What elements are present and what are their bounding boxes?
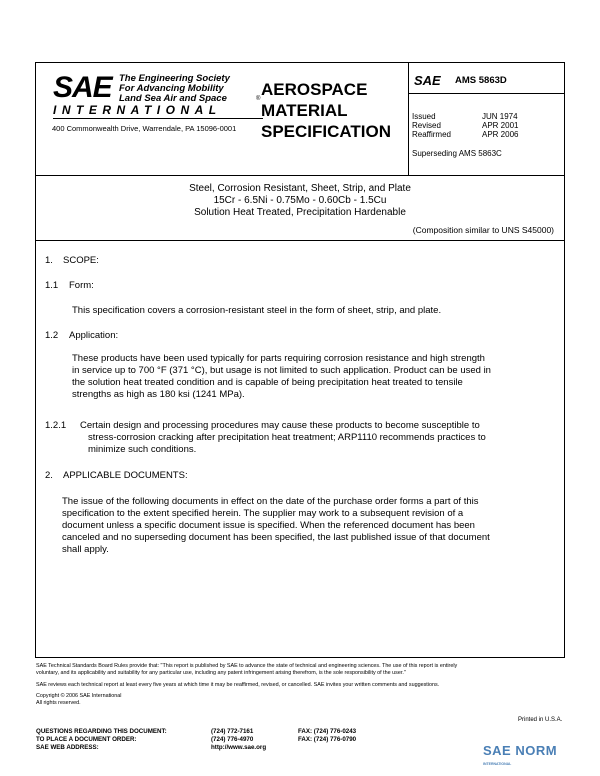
sae-logo-small: SAE [414,73,441,88]
international-label: INTERNATIONAL [53,103,222,117]
section-1-2-heading: 1.2 Application: [45,330,119,341]
sae-logo: SAE [53,71,112,104]
address: 400 Commonwealth Drive, Warrendale, PA 15096-0001 [52,124,237,133]
section-1-2-text: These products have been used typically for parts requiring corrosion resistance and high strength in service up to 700 °F (371 °C), but usage is not limited to such application. Product can be used in the solution heat treated condition and is capable of being precipitation heat treated to tensile strengths as high as 180 ksi (1241 MPa). [72,353,491,400]
sae-norm-logo: SAE NORM INTERNATIONAL [483,743,558,766]
superseding-note: Superseding AMS 5863C [412,149,502,158]
registered-mark: ® [256,96,261,102]
section-1-2-1-number: 1.2.1 [45,420,67,431]
header-rule [36,175,564,176]
section-2-heading: 2. APPLICABLE DOCUMENTS: [45,470,188,481]
doc-id-divider [409,93,564,94]
header-divider [408,63,409,175]
web-address-link[interactable]: http://www.sae.org [211,744,267,751]
logo-rule [53,118,263,119]
document-id: AMS 5863D [455,75,507,86]
date-block: Issued JUN 1974 Revised APR 2001 Reaffirmed APR 2006 [412,112,519,139]
footer-notices: SAE Technical Standards Board Rules provide that: "This report is published by SAE to advance the state of technical and engineering sciences. The use of this report is entirely voluntary, and its applicability and suitability for any particular use, including any patent infringement arising therefrom, is the sole responsibility of the user." SAE reviews each technical report at least every five years at which time it may be reaffirmed, revised, or cancelled. SAE invites your written comments and suggestions. Copyright © 2006 SAE International All rights reserved. [36,663,458,706]
composition-note: (Composition similar to UNS S45000) [412,225,554,235]
document-type-title: AEROSPACE MATERIAL SPECIFICATION [261,80,392,141]
spec-title: Steel, Corrosion Resistant, Sheet, Strip, and Plate 15Cr - 6.5Ni - 0.75Mo - 0.60Cb - 1.5Cu Solution Heat Treated, Precipitation Hardenable [189,183,411,218]
section-1-2-1-text: Certain design and processing procedures may cause these products to become susceptible to stress-corrosion cracking after precipitation heat treatment; ARP1110 recommends practices to minimize such conditions. [80,420,486,455]
title-rule [36,240,564,241]
section-1-heading: 1. SCOPE: [45,255,99,266]
section-2-text: The issue of the following documents in effect on the date of the purchase order forms a part of this specification to the extent specified herein. The supplier may work to a subsequent revision of a document unless a specific document issue is specified. When the referenced document has been canceled and no superseding document has been specified, the last published issue of that document shall apply. [62,496,490,555]
printed-in: Printed in U.S.A. [518,717,563,723]
section-1-1-heading: 1.1 Form: [45,280,94,291]
section-1-1-text: This specification covers a corrosion-resistant steel in the form of sheet, strip, and plate. [72,305,442,316]
society-tagline: The Engineering Society For Advancing Mobility Land Sea Air and Space [119,73,230,104]
